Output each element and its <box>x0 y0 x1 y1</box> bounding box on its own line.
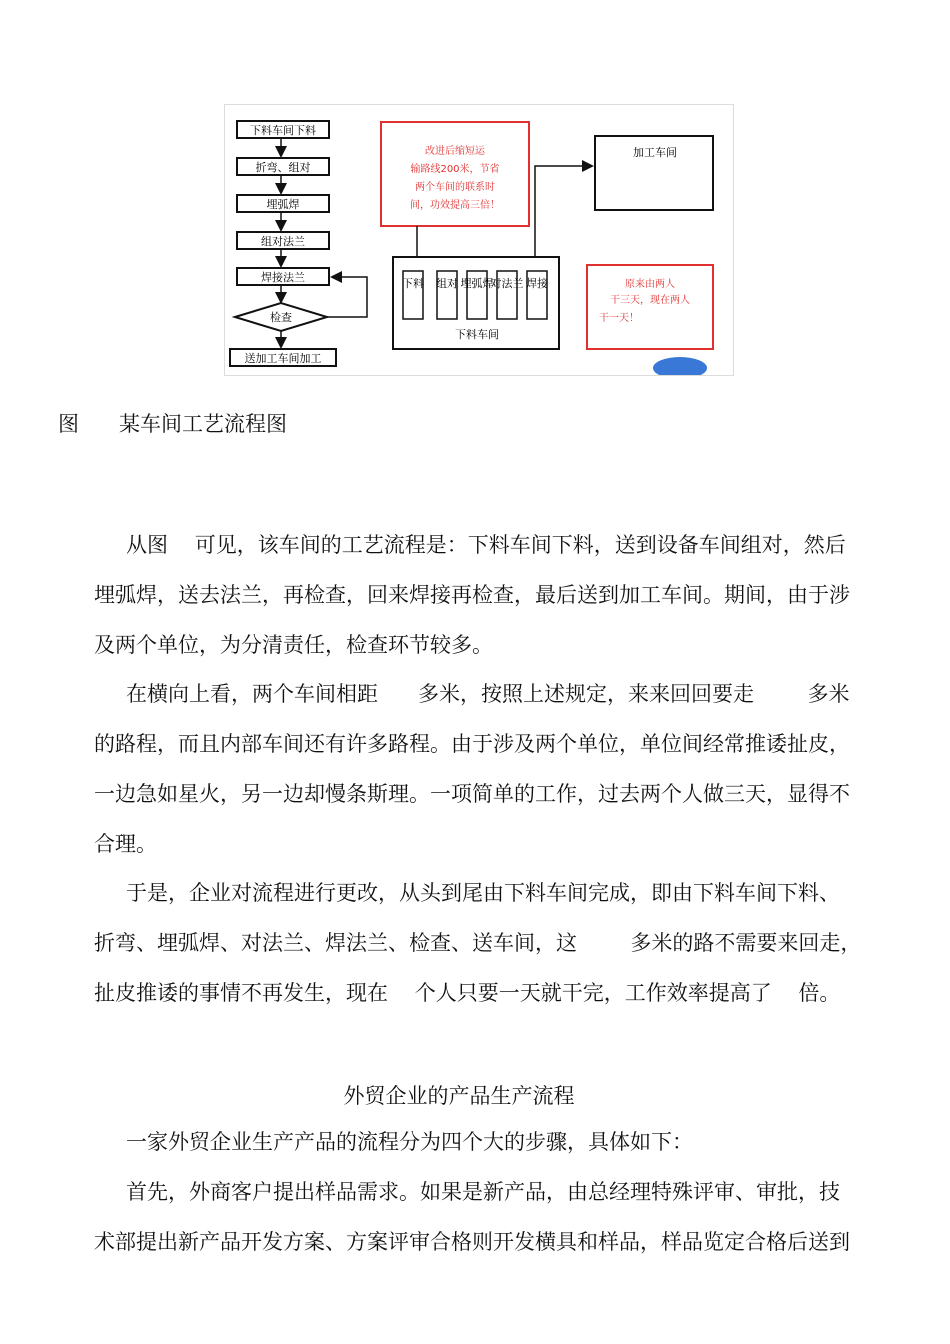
body-line: 首先，外商客户提出样品需求。如果是新产品，由总经理特殊评审、审批，技 <box>126 1180 840 1204</box>
svg-text:输路线200米，节省: 输路线200米，节省 <box>410 164 500 175</box>
flow-step-3 <box>237 195 329 212</box>
svg-text:干一天！: 干一天！ <box>599 313 639 324</box>
svg-text:焊接: 焊接 <box>526 277 548 290</box>
figure-caption: 图 某车间工艺流程图 <box>58 412 288 436</box>
body-line: 扯皮推诿的事情不再发生，现在 个人只要一天就干完，工作效率提高了 倍。 <box>94 981 841 1005</box>
new-blanking-workshop <box>393 257 559 349</box>
svg-text:原来由两人: 原来由两人 <box>625 279 675 290</box>
body-line: 折弯、埋弧焊、对法兰、焊法兰、检查、送车间，这 多米的路不需要来回走， <box>94 931 862 955</box>
svg-text:两个车间的联系时: 两个车间的联系时 <box>415 182 495 193</box>
flow-step-7 <box>230 349 336 366</box>
svg-text:加工车间: 加工车间 <box>633 146 677 159</box>
processing-workshop-box <box>595 136 713 210</box>
svg-text:折弯、组对: 折弯、组对 <box>255 161 311 174</box>
svg-text:下料: 下料 <box>402 277 424 290</box>
flow-step-1 <box>237 121 329 138</box>
svg-text:干三天，现在两人: 干三天，现在两人 <box>610 295 690 306</box>
body-line: 一边急如星火，另一边却慢条斯理。一项简单的工作，过去两个人做三天，显得不 <box>94 782 850 806</box>
svg-text:下料车间下料: 下料车间下料 <box>250 124 316 137</box>
svg-text:送加工车间加工: 送加工车间加工 <box>244 352 322 365</box>
body-line: 及两个单位，为分清责任，检查环节较多。 <box>94 633 493 657</box>
svg-text:改进后缩短运: 改进后缩短运 <box>425 146 485 157</box>
body-line: 的路程，而且内部车间还有许多路程。由于涉及两个单位，单位间经常推诿扯皮， <box>94 732 850 756</box>
flow-step-5 <box>237 268 329 285</box>
body-line: 于是，企业对流程进行更改，从头到尾由下料车间完成，即由下料车间下料、 <box>126 881 840 905</box>
flow-step-6-check <box>235 303 327 331</box>
body-line: 在横向上看，两个车间相距 多米，按照上述规定，来来回回要走 多米 <box>126 682 850 706</box>
svg-text:组对: 组对 <box>436 277 458 290</box>
body-line: 埋弧焊，送去法兰，再检查，回来焊接再检查，最后送到加工车间。期间，由于涉 <box>94 583 850 607</box>
body-line: 术部提出新产品开发方案、方案评审合格则开发横具和样品，样品览定合格后送到 <box>94 1230 850 1254</box>
svg-text:间，功效提高三倍！: 间，功效提高三倍！ <box>410 200 500 211</box>
body-line: 一家外贸企业生产产品的流程分为四个大的步骤，具体如下： <box>126 1130 693 1154</box>
improvement-note <box>381 122 529 226</box>
flow-step-2 <box>237 158 329 175</box>
svg-text:对法兰: 对法兰 <box>490 277 524 290</box>
flow-diagram-svg <box>225 105 733 375</box>
svg-text:埋弧焊: 埋弧焊 <box>460 277 494 290</box>
workshop-flow-diagram <box>224 104 734 376</box>
svg-text:组对法兰: 组对法兰 <box>261 235 305 248</box>
flow-step-4 <box>237 232 329 249</box>
efficiency-note <box>587 265 713 349</box>
body-line: 从图 可见，该车间的工艺流程是：下料车间下料，送到设备车间组对，然后 <box>126 533 846 557</box>
svg-text:检查: 检查 <box>270 311 292 324</box>
section-title: 外贸企业的产品生产流程 <box>343 1084 575 1108</box>
blue-blob-decoration <box>653 357 707 375</box>
svg-text:下料车间: 下料车间 <box>455 328 499 341</box>
svg-text:埋弧焊: 埋弧焊 <box>266 198 300 211</box>
body-line: 合理。 <box>94 832 157 856</box>
svg-text:焊接法兰: 焊接法兰 <box>261 271 305 284</box>
